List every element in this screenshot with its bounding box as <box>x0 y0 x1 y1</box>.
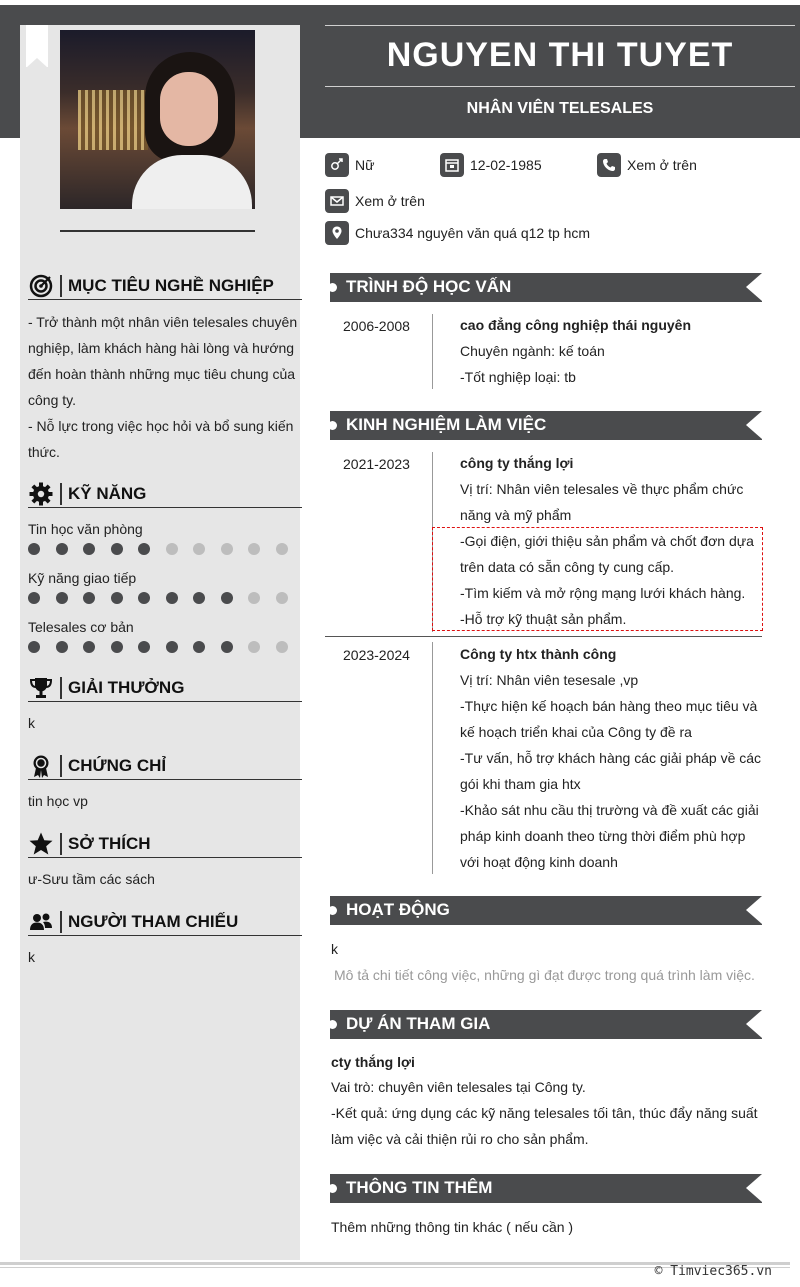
skill-dot-filled <box>56 641 68 653</box>
skill-dot-filled <box>28 592 40 604</box>
gear-icon <box>28 481 54 507</box>
objective-title: MỤC TIÊU NGHỀ NGHIỆP <box>68 275 274 295</box>
section-certificates-header <box>28 752 302 780</box>
gender-value: Nữ <box>355 157 375 173</box>
skill-dot-filled <box>193 641 205 653</box>
projects-title: DỰ ÁN THAM GIA <box>346 1014 491 1033</box>
address-value: Chưa334 nguyên văn quá q12 tp hcm <box>355 225 591 241</box>
profile-photo <box>60 30 255 209</box>
skill-name: Kỹ năng giao tiếp <box>28 570 137 586</box>
location-icon <box>325 221 349 245</box>
skill-dot-filled <box>56 592 68 604</box>
references-title: NGƯỜI THAM CHIẾU <box>68 911 239 931</box>
skill-dot-empty <box>276 543 288 555</box>
education-grade: -Tốt nghiệp loại: tb <box>460 369 576 385</box>
objective-line: nghiệp, làm khách hàng hài lòng và hướng <box>28 340 295 356</box>
birthday-value: 12-02-1985 <box>470 157 542 173</box>
medal-icon <box>28 753 54 779</box>
project-result-line: -Kết quả: ứng dụng các kỹ năng telesales tối tân, thúc đẩy năng suất <box>331 1105 758 1121</box>
extra-title: THÔNG TIN THÊM <box>346 1178 493 1197</box>
job-line: -Gọi điện, giới thiệu sản phẩm và chốt đơn dựa <box>460 533 754 549</box>
job-line: pháp kinh doanh theo từng thời điểm phù hợp <box>460 828 746 844</box>
skill-dot-filled <box>138 543 150 555</box>
skill-dot-filled <box>28 543 40 555</box>
section-projects-header <box>330 1010 762 1039</box>
skill-dot-empty <box>193 543 205 555</box>
section-extra-header <box>330 1174 762 1203</box>
skill-dot-filled <box>138 592 150 604</box>
calendar-icon <box>440 153 464 177</box>
job-line: kế hoạch triển khai của Công ty đề ra <box>460 724 692 740</box>
objective-line: - Trở thành một nhân viên telesales chuyên <box>28 314 298 330</box>
phone-value: Xem ở trên <box>627 157 697 173</box>
skill-rating <box>28 543 303 555</box>
skill-dot-filled <box>83 641 95 653</box>
skill-rating <box>28 641 303 653</box>
education-major: Chuyên ngành: kế toán <box>460 343 605 359</box>
section-education-header <box>330 273 762 302</box>
job-line: Vị trí: Nhân viên telesales về thực phẩm chức <box>460 481 744 497</box>
job-line: -Tư vấn, hỗ trợ khách hàng các giải pháp về các <box>460 750 762 766</box>
skill-dot-filled <box>28 641 40 653</box>
copyright-text: © Timviec365.vn <box>654 1264 772 1279</box>
email-value: Xem ở trên <box>355 193 425 209</box>
job-company: Công ty htx thành công <box>460 646 617 662</box>
skill-name: Telesales cơ bản <box>28 619 134 635</box>
skill-dot-filled <box>83 592 95 604</box>
references-text: k <box>28 949 35 965</box>
phone-icon <box>597 153 621 177</box>
users-icon <box>28 909 54 935</box>
section-skills-header <box>28 480 302 508</box>
gender-icon <box>325 153 349 177</box>
job-company: công ty thắng lợi <box>460 455 574 471</box>
target-icon <box>28 273 54 299</box>
section-awards-header <box>28 674 302 702</box>
skill-dot-filled <box>111 543 123 555</box>
education-date: 2006-2008 <box>343 318 410 334</box>
education-school: cao đẳng công nghiệp thái nguyên <box>460 317 692 333</box>
section-experience-header <box>330 411 762 440</box>
job-line: -Hỗ trợ kỹ thuật sản phẩm. <box>460 611 627 627</box>
objective-line: - Nỗ lực trong việc học hỏi và bổ sung kiến <box>28 418 294 434</box>
trophy-icon <box>28 675 54 701</box>
activities-placeholder: Mô tả chi tiết công việc, những gì đạt được trong quá trình làm việc. <box>334 967 755 983</box>
extra-text: Thêm những thông tin khác ( nếu cần ) <box>331 1219 574 1235</box>
skills-title: KỸ NĂNG <box>68 483 147 503</box>
contact-gender <box>325 153 374 177</box>
job-line: gói khi tham gia htx <box>460 776 581 792</box>
job-line: -Tìm kiếm và mở rộng mạng lưới khách hàng. <box>460 585 746 601</box>
section-objective-header <box>28 272 302 300</box>
job-line: trên data có sẵn công ty cung cấp. <box>460 559 675 575</box>
contact-address <box>325 221 590 245</box>
certificates-title: CHỨNG CHỈ <box>68 755 167 775</box>
skill-dot-empty <box>248 543 260 555</box>
experience-title: KINH NGHIỆM LÀM VIỆC <box>346 415 547 434</box>
skill-dot-filled <box>221 592 233 604</box>
job-line: -Thực hiện kế hoạch bán hàng theo mục tiêu và <box>460 698 758 714</box>
selection-outline[interactable] <box>432 527 763 631</box>
hobbies-text: ư-Sưu tầm các sách <box>28 871 155 887</box>
timeline-line <box>432 314 433 389</box>
skill-rating <box>28 592 303 604</box>
section-activities-header <box>330 896 762 925</box>
section-hobbies-header <box>28 830 302 858</box>
contact-phone <box>597 153 697 177</box>
activities-title: HOẠT ĐỘNG <box>346 900 450 919</box>
skill-dot-empty <box>248 592 260 604</box>
bookmark-ribbon <box>26 25 48 67</box>
skill-dot-filled <box>221 641 233 653</box>
job-date: 2023-2024 <box>343 647 410 663</box>
name-divider-top <box>325 25 795 26</box>
skill-dot-filled <box>111 592 123 604</box>
job-line: Vị trí: Nhân viên tesesale ,vp <box>460 672 639 688</box>
activities-text: k <box>331 941 338 957</box>
project-result-line: làm việc và cải thiện rủi ro cho sản phẩm. <box>331 1131 589 1147</box>
skill-dot-filled <box>138 641 150 653</box>
job-title: NHÂN VIÊN TELESALES <box>466 100 654 117</box>
project-result <box>331 1100 762 1152</box>
skill-dot-filled <box>166 641 178 653</box>
timeline-line <box>432 642 433 874</box>
objective-line: công ty. <box>28 392 76 408</box>
skill-dot-empty <box>276 641 288 653</box>
objective-line: đến hoàn thành những mục tiêu chung của <box>28 366 296 382</box>
job-separator <box>325 636 762 637</box>
hobbies-title: SỞ THÍCH <box>68 833 151 853</box>
skill-name: Tin học văn phòng <box>28 521 143 537</box>
candidate-name: NGUYEN THI TUYET <box>386 36 734 74</box>
skill-dot-filled <box>83 543 95 555</box>
objective-line: thức. <box>28 444 60 460</box>
certificates-text: tin học vp <box>28 793 88 809</box>
objective-text <box>28 309 300 465</box>
name-divider-bottom <box>325 86 795 87</box>
skill-dot-empty <box>248 641 260 653</box>
email-icon <box>325 189 349 213</box>
photo-divider <box>60 230 255 232</box>
skill-dot-filled <box>193 592 205 604</box>
skill-dot-empty <box>276 592 288 604</box>
project-role: Vai trò: chuyên viên telesales tại Công ty. <box>331 1079 586 1095</box>
education-title: TRÌNH ĐỘ HỌC VẤN <box>346 277 512 296</box>
section-references-header <box>28 908 302 936</box>
skill-dot-empty <box>166 543 178 555</box>
contact-birthday <box>440 153 542 177</box>
job-line: -Khảo sát nhu cầu thị trường và đề xuất các giải <box>460 802 759 818</box>
skill-dot-filled <box>56 543 68 555</box>
skill-dot-filled <box>166 592 178 604</box>
awards-title: GIẢI THƯỞNG <box>68 677 185 697</box>
job-line: với hoạt động kinh doanh <box>460 854 618 870</box>
project-name: cty thắng lợi <box>331 1054 415 1070</box>
skill-dot-filled <box>111 641 123 653</box>
contact-email <box>325 189 425 213</box>
job-description <box>460 667 762 875</box>
star-icon <box>28 831 54 857</box>
awards-text: k <box>28 715 35 731</box>
job-line: năng và mỹ phẩm <box>460 507 572 523</box>
job-date: 2021-2023 <box>343 456 410 472</box>
skill-dot-empty <box>221 543 233 555</box>
